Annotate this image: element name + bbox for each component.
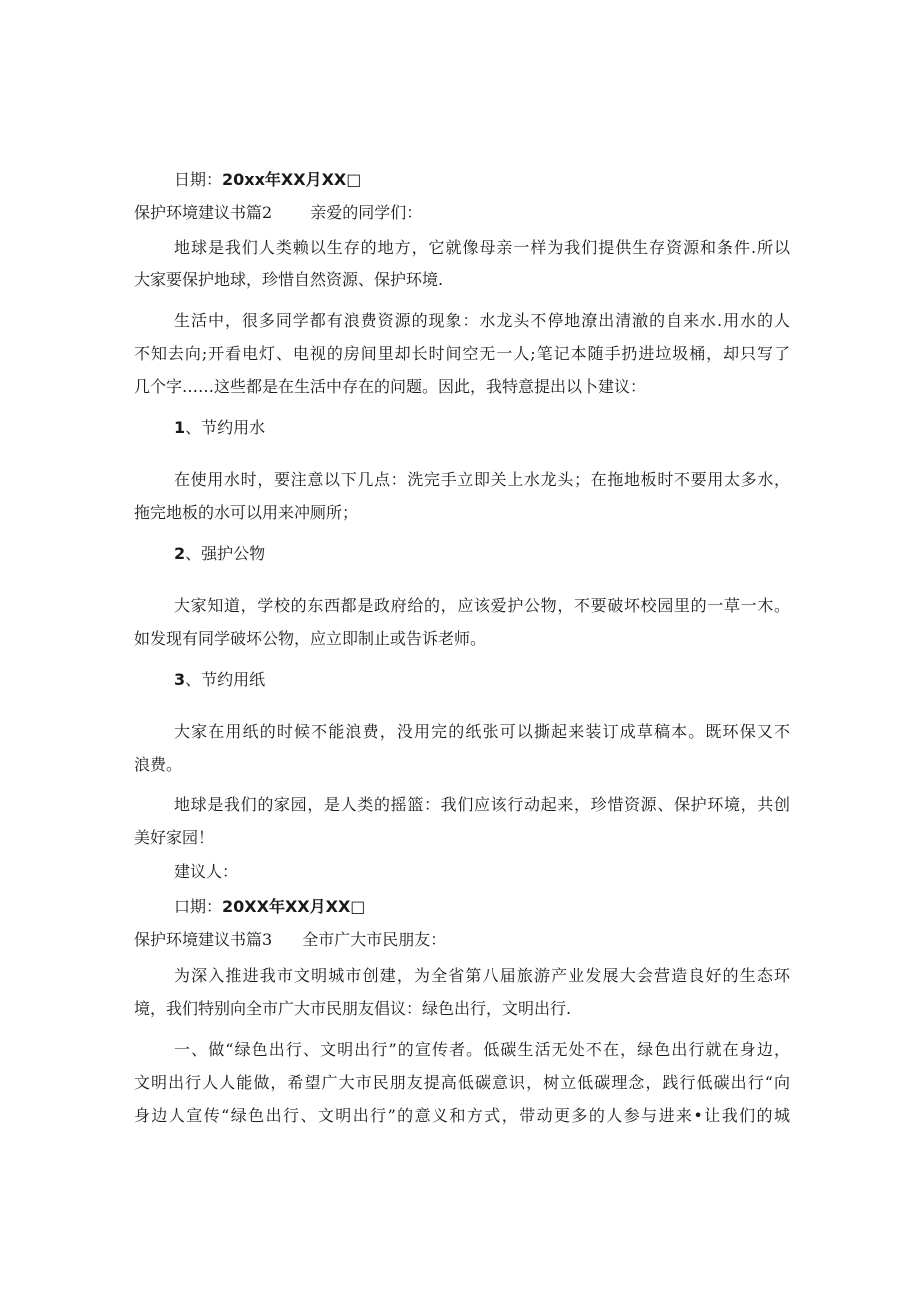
date-line-2: 口期：20XX年XX月XX□: [174, 897, 366, 916]
item-2-heading: 2、强护公物: [174, 544, 266, 563]
paragraph-5-line-2: 浪费。: [134, 755, 183, 774]
paragraph-6-line-1: 地球是我们的家园，是人类的摇篮：我们应该行动起来，珍惜资源、保护环境，共创: [174, 795, 790, 814]
date-line-1: 日期：20xx年XX月XX□: [174, 170, 362, 189]
paragraph-1-line-1: 地球是我们人类赖以生存的地方，它就像母亲一样为我们提供生存资源和条件.所以: [174, 238, 790, 257]
item-3-heading: 3、节约用纸: [174, 670, 266, 689]
section-2-heading: [134, 203, 422, 223]
section-3-heading: [134, 930, 446, 950]
section-2-greeting: 亲爱的同学们：: [310, 203, 423, 222]
paragraph-6-line-2: 美好家园！: [134, 828, 215, 847]
paragraph-1-line-2: 大家要保护地球，珍惜自然资源、保护环境.: [134, 270, 444, 289]
paragraph-5-line-1: 大家在用纸的时候不能浪费，没用完的纸张可以撕起来装订成草稿本。既环保又不: [174, 722, 790, 741]
paragraph-3-line-2: 拖完地板的水可以用来冲厕所；: [134, 503, 359, 522]
section-2-title: 保护环境建议书篇2: [134, 203, 273, 222]
paragraph-3-line-1: 在使用水时，要注意以下几点：洗完手立即关上水龙头；在拖地板时不要用太多水，: [174, 470, 790, 489]
paragraph-8-line-2: 文明出行人人能做，希望广大市民朋友提高低碳意识，树立低碳理念，践行低碳出行“向: [134, 1073, 790, 1092]
paragraph-2-line-2: 不知去向;开看电灯、电视的房间里却长时间空无一人;笔记本随手扔进垃圾桶，却只写了: [134, 344, 790, 363]
item-1-heading: 1、节约用水: [174, 418, 266, 437]
paragraph-8-line-1: 一、做“绿色出行、文明出行”的宣传者。低碳生活无处不在，绿色出行就在身边，: [174, 1040, 790, 1059]
paragraph-7-line-1: 为深入推进我市文明城市创建，为全省第八届旅游产业发展大会营造良好的生态环: [174, 966, 790, 985]
section-3-title: 保护环境建议书篇3: [134, 930, 273, 949]
paragraph-4-line-1: 大家知道，学校的东西都是政府给的，应该爱护公物，不要破坏校园里的一草一木。: [174, 596, 790, 615]
paragraph-8-line-3: 身边人宣传“绿色出行、文明出行”的意义和方式，带动更多的人参与进来•让我们的城: [134, 1106, 790, 1125]
section-3-greeting: 全市广大市民朋友：: [302, 930, 447, 949]
paragraph-2-line-3: 几个字……这些都是在生活中存在的问题。因此，我特意提出以卜建议：: [134, 377, 647, 396]
paragraph-7-line-2: 境，我们特别向全市广大市民朋友倡议：绿色出行，文明出行.: [134, 999, 572, 1018]
paragraph-4-line-2: 如发现有同学破坏公物，应立即制止或告诉老师。: [134, 629, 487, 648]
proposer-line: 建议人：: [174, 862, 239, 881]
paragraph-2-line-1: 生活中，很多同学都有浪费资源的现象：水龙头不停地潦出清澈的自来水.用水的人: [174, 311, 790, 330]
